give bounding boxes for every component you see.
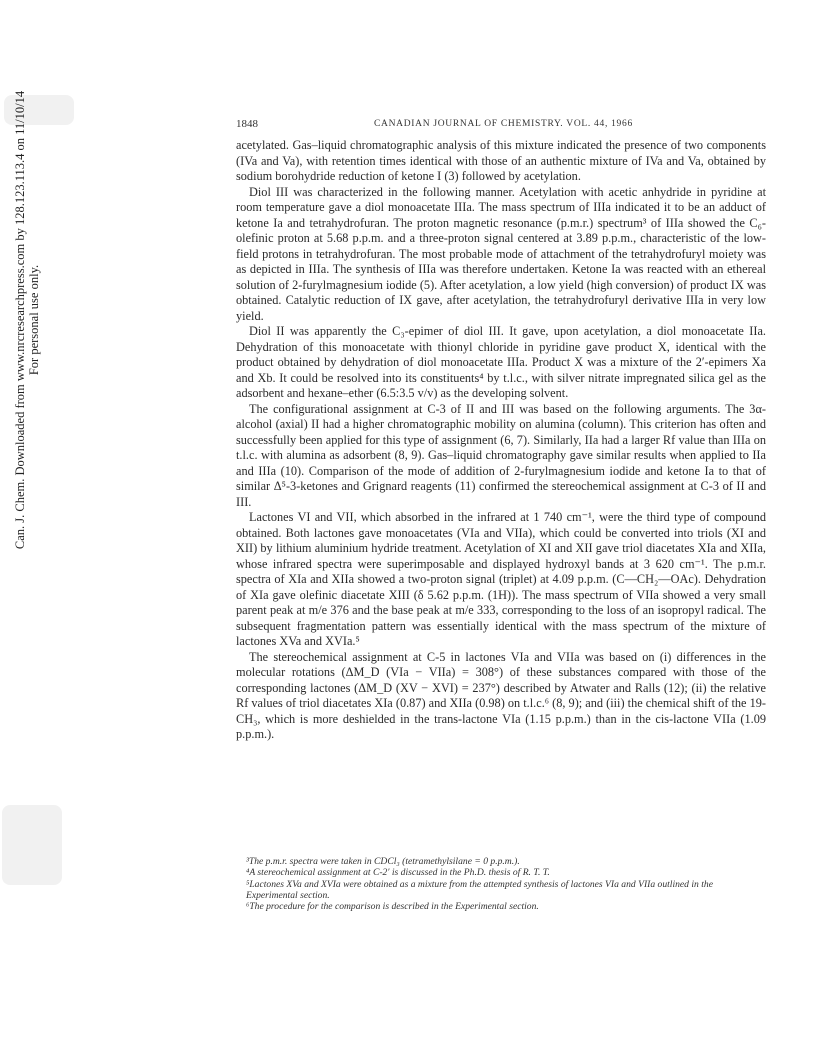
page-number: 1848 [236, 118, 258, 130]
paragraph: Diol II was apparently the C₃-epimer of diol III. It gave, upon acetylation, a diol monoacetate IIa. Dehydration of this monoacetate with thionyl chloride in pyridine gave product X, identical with the product obtained by dehydration of diol monoacetate IIIa. Product X was a mixture of the 2′-epimers Xa and Xb. It could be resolved into its constituents⁴ by t.l.c., with silver nitrate impregnated silica gel as the adsorbent and hexane–ether (6.5:3.5 v/v) as the developing solvent. [236, 324, 766, 400]
paragraph: The stereochemical assignment at C-5 in lactones VIa and VIIa was based on (i) differences in the molecular rotations (ΔM_D (VIa − VIIa) = 308°) of these substances compared with those of the corresponding lactones (ΔM_D (XV − XVI) = 237°) described by Atwater and Ralls (12); (ii) the relative Rf values of triol diacetates XIa (0.87) and XIIa (0.98) on t.l.c.⁶ (8, 9); and (iii) the chemical shift of the 19-CH₃, which is more deshielded in the trans-lactone VIa (1.15 p.p.m.) than in the cis-lactone VIIa (1.09 p.p.m.). [236, 649, 766, 741]
footnotes [236, 856, 766, 912]
footnote: ⁶The procedure for the comparison is described in the Experimental section. [246, 901, 539, 913]
paragraph: acetylated. Gas–liquid chromatographic analysis of this mixture indicated the presence of two components (IVa and Va), with retention times identical with those of an authentic mixture of IVa and Va, obtained by sodium borohydride reduction of ketone I (3) followed by acetylation. [236, 138, 766, 183]
paragraph: The configurational assignment at C-3 of II and III was based on the following arguments. The 3α-alcohol (axial) II had a higher chromatographic mobility on alumina (column). This criterion has often and successfully been applied for this type of assignment (6, 7). Similarly, IIa had a larger Rf value than IIIa on t.l.c. with alumina as adsorbent (8, 9). Gas–liquid chromatography gave similar results when applied to IIa and IIIa (10). Comparison of the mode of addition of 2-furylmagnesium iodide and ketone Ia to that of similar Δ⁵-3-ketones and Grignard reagents (11) confirmed the stereochemical assignment at C-3 of II and III. [236, 401, 766, 509]
watermark-line-2: For personal use only. [26, 264, 41, 376]
footnote: ⁴A stereochemical assignment at C-2′ is discussed in the Ph.D. thesis of R. T. T. [246, 867, 550, 879]
running-head: CANADIAN JOURNAL OF CHEMISTRY. VOL. 44, 1966 [374, 119, 633, 129]
body-text [236, 138, 766, 743]
watermark-line-1: Can. J. Chem. Downloaded from www.nrcresearchpress.com by 128.123.113.4 on 11/10/14 [13, 90, 27, 550]
footnote: ³The p.m.r. spectra were taken in CDCl₃ (tetramethylsilane = 0 p.p.m.). [246, 856, 520, 867]
page-header [236, 118, 766, 132]
paragraph: Lactones VI and VII, which absorbed in the infrared at 1 740 cm⁻¹, were the third type of compound obtained. Both lactones gave monoacetates (VIa and VIIa), which could be converted into triols (XI and XII) by lithium aluminium hydride treatment. Acetylation of XI and XII gave triol diacetates XIa and XIIa, whose infrared spectra were superimposable and displayed hydroxyl bands at 3 620 cm⁻¹. The p.m.r. spectra of XIa and XIIa showed a two-proton signal (triplet) at 4.09 p.p.m. (C—CH₂—OAc). Dehydration of XIa gave olefinic diacetate XIII (δ 5.62 p.p.m. (1H)). The mass spectrum of VIIa showed a very small parent peak at m/e 376 and the base peak at m/e 333, corresponding to the loss of an isopropyl radical. The subsequent fragmentation pattern was essentially identical with the mass spectrum of the mixture of lactones XVa and XVIa.⁵ [236, 510, 766, 648]
paragraph: Diol III was characterized in the following manner. Acetylation with acetic anhydride in pyridine at room temperature gave a diol monoacetate IIIa. The mass spectrum of IIIa indicated it to be an adduct of ketone Ia and tetrahydrofuran. The proton magnetic resonance (p.m.r.) spectrum³ of IIIa showed the C₆-olefinic proton at 5.68 p.p.m. and a three-proton signal centered at 3.89 p.p.m., characteristic of the low-field protons in tetrahydrofuran. The most probable mode of attachment of the tetrahydrofuryl moiety was as depicted in IIIa. The synthesis of IIIa was therefore undertaken. Ketone Ia was reacted with an ethereal solution of 2-furylmagnesium iodide (5). After acetylation, a low yield (high conversion) of product IX was obtained. Catalytic reduction of IX gave, after acetylation, the tetrahydrofuryl derivative IIIa in very low yield. [236, 184, 766, 323]
scan-smudge [2, 805, 62, 885]
download-watermark [14, 60, 41, 580]
footnote: ⁵Lactones XVa and XVIa were obtained as a mixture from the attempted synthesis of lactones VIa and VIIa outlined in the Experimental section. [246, 878, 713, 901]
